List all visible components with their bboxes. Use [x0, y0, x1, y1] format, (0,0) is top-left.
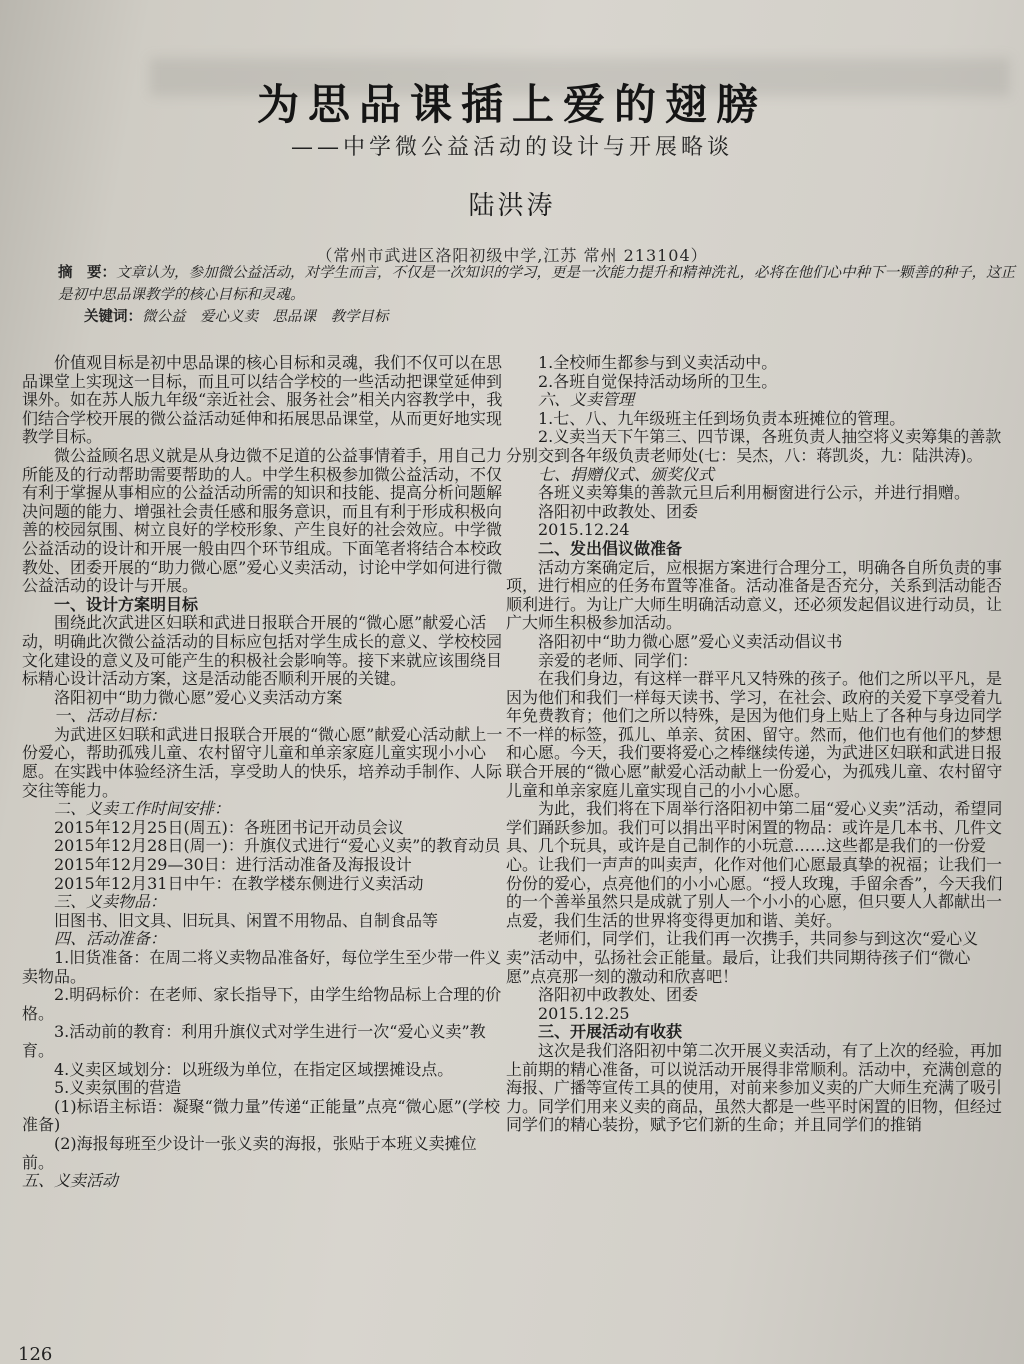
abstract [58, 262, 1024, 306]
article-title: 为思品课插上爱的翅膀 [256, 80, 767, 129]
paragraph: (2)海报每班至少设计一张义卖的海报，张贴于本班义卖摊位前。 [22, 1133, 477, 1172]
paragraph: 洛阳初中“助力微心愿”爱心义卖活动方案 [54, 687, 343, 707]
paragraph: 4.义卖区域划分：以班级为单位，在指定区域摆摊设点。 [54, 1059, 454, 1079]
paragraph: 2.义卖当天下午第三、四节课，各班负责人抽空将义卖筹集的善款分别交到各年级负责老师处(七：吴杰，八：蒋凯炎，九：陆洪涛)。 [506, 427, 1002, 465]
abstract-label: 摘 要： [58, 264, 116, 281]
paragraph: (1)标语主标语：凝聚“微力量”传递“正能量”点亮“微心愿”(学校准备) [22, 1096, 500, 1135]
paragraph: 这次是我们洛阳初中第二次开展义卖活动，有了上次的经验，再加上前期的精心准备，可以说活动开展得非常顺利。活动中，充满创意的海报、广播等宣传工具的使用，对前来参加义卖的广大师生充满了吸引力。同学们用来义卖的商品，虽然大都是一些平时闲置的旧物，但经过同学们的精心装扮，赋予它们新的生命；并且同学们的推销 [506, 1040, 1003, 1135]
paragraph: 四、活动准备： [54, 929, 167, 949]
paragraph: 2015年12月29—30日：进行活动准备及海报设计 [54, 855, 412, 875]
paragraph: 围绕此次武进区妇联和武进日报联合开展的“微心愿”献爱心活动，明确此次微公益活动的目标应包括对学生成长的意义、学校校园文化建设的意义及可能产生的积极社会影响等。接下来就应该围绕目标精心设计活动方案，这是活动能否顺利开展的关键。 [22, 613, 503, 689]
paragraph: 价值观目标是初中思品课的核心目标和灵魂，我们不仅可以在思品课堂上实现这一目标，而且可以结合学校的一些活动把课堂延伸到课外。如在苏人版九年级“亲近社会、服务社会”相关内容教学中，我们结合学校开展的微公益活动延伸和拓展思品课堂，从而更好地实现教学目标。 [22, 353, 503, 447]
paragraph: 二、义卖工作时间安排： [54, 799, 231, 819]
paragraph: 旧图书、旧文具、旧玩具、闲置不用物品、自制食品等 [54, 910, 439, 930]
paragraph: 1.全校师生都参与到义卖活动中。 [538, 353, 778, 372]
paragraph: 三、义卖物品： [54, 892, 167, 912]
paragraph: 亲爱的老师、同学们： [538, 650, 699, 670]
abstract-text: 文章认为，参加微公益活动，对学生而言，不仅是一次知识的学习，更是一次能力提升和精神洗礼，必将在他们心中种下一颗善的种子，这正是初中思品课教学的核心目标和灵魂。 [58, 265, 1015, 303]
paragraph: 为此，我们将在下周举行洛阳初中第二届“爱心义卖”活动，希望同学们踊跃参加。我们可以捐出平时闲置的物品：或许是几本书、几件文具、几个玩具，或许是自己制作的小玩意……这些都是我们的一份爱心。让我们一声声的叫卖声，化作对他们心愿最真挚的祝福；让我们一份份的爱心，点亮他们的小小心愿。“授人玫瑰，手留余香”，今天我们的一个善举虽然只是成就了别人一个小小的心愿，但只要人人都献出一点爱，我们生活的世界将变得更加和谐、美好。 [506, 799, 1003, 930]
paragraph: 1.旧货准备：在周二将义卖物品准备好，每位学生至少带一件义卖物品。 [22, 948, 502, 986]
paragraph: 为武进区妇联和武进日报联合开展的“微心愿”献爱心活动献上一份爱心，帮助孤残儿童、农村留守儿童和单亲家庭儿童实现小小心愿。在实践中体验经济生活，享受助人的快乐，培养动手制作、人际交往等能力。 [22, 724, 503, 800]
paragraph: 2.各班自觉保持活动场所的卫生。 [538, 371, 778, 391]
left-column [22, 354, 504, 1191]
article-subtitle: ——中学微公益活动的设计与开展略谈 [290, 135, 733, 160]
paragraph: 各班义卖筹集的善款元旦后利用橱窗进行公示，并进行捐赠。 [538, 483, 971, 503]
paragraph: 活动方案确定后，应根据方案进行合理分工，明确各自所负责的事项，进行相应的任务布置等准备。活动准备是否充分，关系到活动能否顺利进行。为让广大师生明确活动意义，还必须发起倡议进行动员，让广大师生积极参加活动。 [506, 557, 1003, 633]
paragraph: 2015年12月31日中午：在教学楼东侧进行义卖活动 [54, 873, 424, 893]
page-number: 126 [18, 1344, 53, 1364]
paragraph: 洛阳初中政教处、团委 [538, 501, 699, 521]
paragraph: 1.七、八、九年级班主任到场负责本班摊位的管理。 [538, 408, 906, 428]
paragraph: 2015.12.24 [538, 520, 630, 540]
paragraph: 老师们，同学们，让我们再一次携手，共同参与到这次“爱心义卖”活动中，弘扬社会正能量。最后，让我们共同期待孩子们“微心愿”点亮那一刻的激动和欣喜吧！ [506, 929, 979, 986]
paragraph: 2015年12月25日(周五)：各班团书记开动员会议 [54, 817, 404, 837]
keywords-label: 关键词： [84, 308, 142, 325]
paragraph: 2.明码标价：在老师、家长指导下，由学生给物品标上合理的价格。 [22, 985, 502, 1023]
paragraph: 5.义卖氛围的营造 [54, 1078, 182, 1098]
paragraph: 在我们身边，有这样一群平凡又特殊的孩子。他们之所以平凡，是因为他们和我们一样每天读书、学习，在社会、政府的关爱下享受着九年免费教育；他们之所以特殊，是因为他们身上贴上了各种与身边同学不一样的标签，孤儿、单亲、贫困、留守。然而，他们也有他们的梦想和心愿。今天，我们要将爱心之棒继续传递，为武进区妇联和武进日报联合开展的“微心愿”献爱心活动献上一份爱心，为孤残儿童、农村留守儿童和单亲家庭儿童实现自己的小小心愿。 [506, 669, 1003, 800]
paragraph: 一、设计方案明目标 [54, 594, 199, 614]
right-column [506, 354, 1006, 1135]
paragraph: 五、义卖活动 [22, 1171, 119, 1191]
paragraph: 一、活动目标： [54, 706, 167, 726]
keywords-text: 微公益 爱心义卖 思品课 教学目标 [142, 309, 389, 325]
article-author: 陆洪涛 [468, 191, 556, 221]
paragraph: 洛阳初中政教处、团委 [538, 985, 699, 1005]
paragraph: 2015年12月28日(周一)：升旗仪式进行“爱心义卖”的教育动员 [54, 836, 501, 856]
paragraph: 六、义卖管理 [538, 390, 635, 410]
author-affiliation: （常州市武进区洛阳初级中学,江苏 常州 213104） [316, 246, 708, 265]
paragraph: 微公益顾名思义就是从身边微不足道的公益事情着手，用自己力所能及的行动帮助需要帮助的人。中学生积极参加微公益活动，不仅有利于掌握从事相应的公益活动所需的知识和技能、提高分析问题解决问题的能力、增强社会责任感和服务意识，而且有利于形成积极向善的校园氛围、树立良好的学校形象、产生良好的社会效应。中学微公益活动的设计和开展一般由四个环节组成。下面笔者将结合本校政教处、团委开展的“助力微心愿”爱心义卖活动，讨论中学如何进行微公益活动的设计与开展。 [22, 445, 503, 596]
paragraph: 3.活动前的教育：利用升旗仪式对学生进行一次“爱心义卖”教育。 [22, 1022, 486, 1060]
paragraph: 三、开展活动有收获 [538, 1022, 683, 1042]
paragraph: 洛阳初中“助力微心愿”爱心义卖活动倡议书 [538, 631, 843, 651]
paragraph: 二、发出倡议做准备 [538, 538, 683, 558]
paragraph: 2015.12.25 [538, 1003, 630, 1023]
paragraph: 七、捐赠仪式、颁奖仪式 [538, 464, 715, 484]
keywords [84, 306, 984, 328]
